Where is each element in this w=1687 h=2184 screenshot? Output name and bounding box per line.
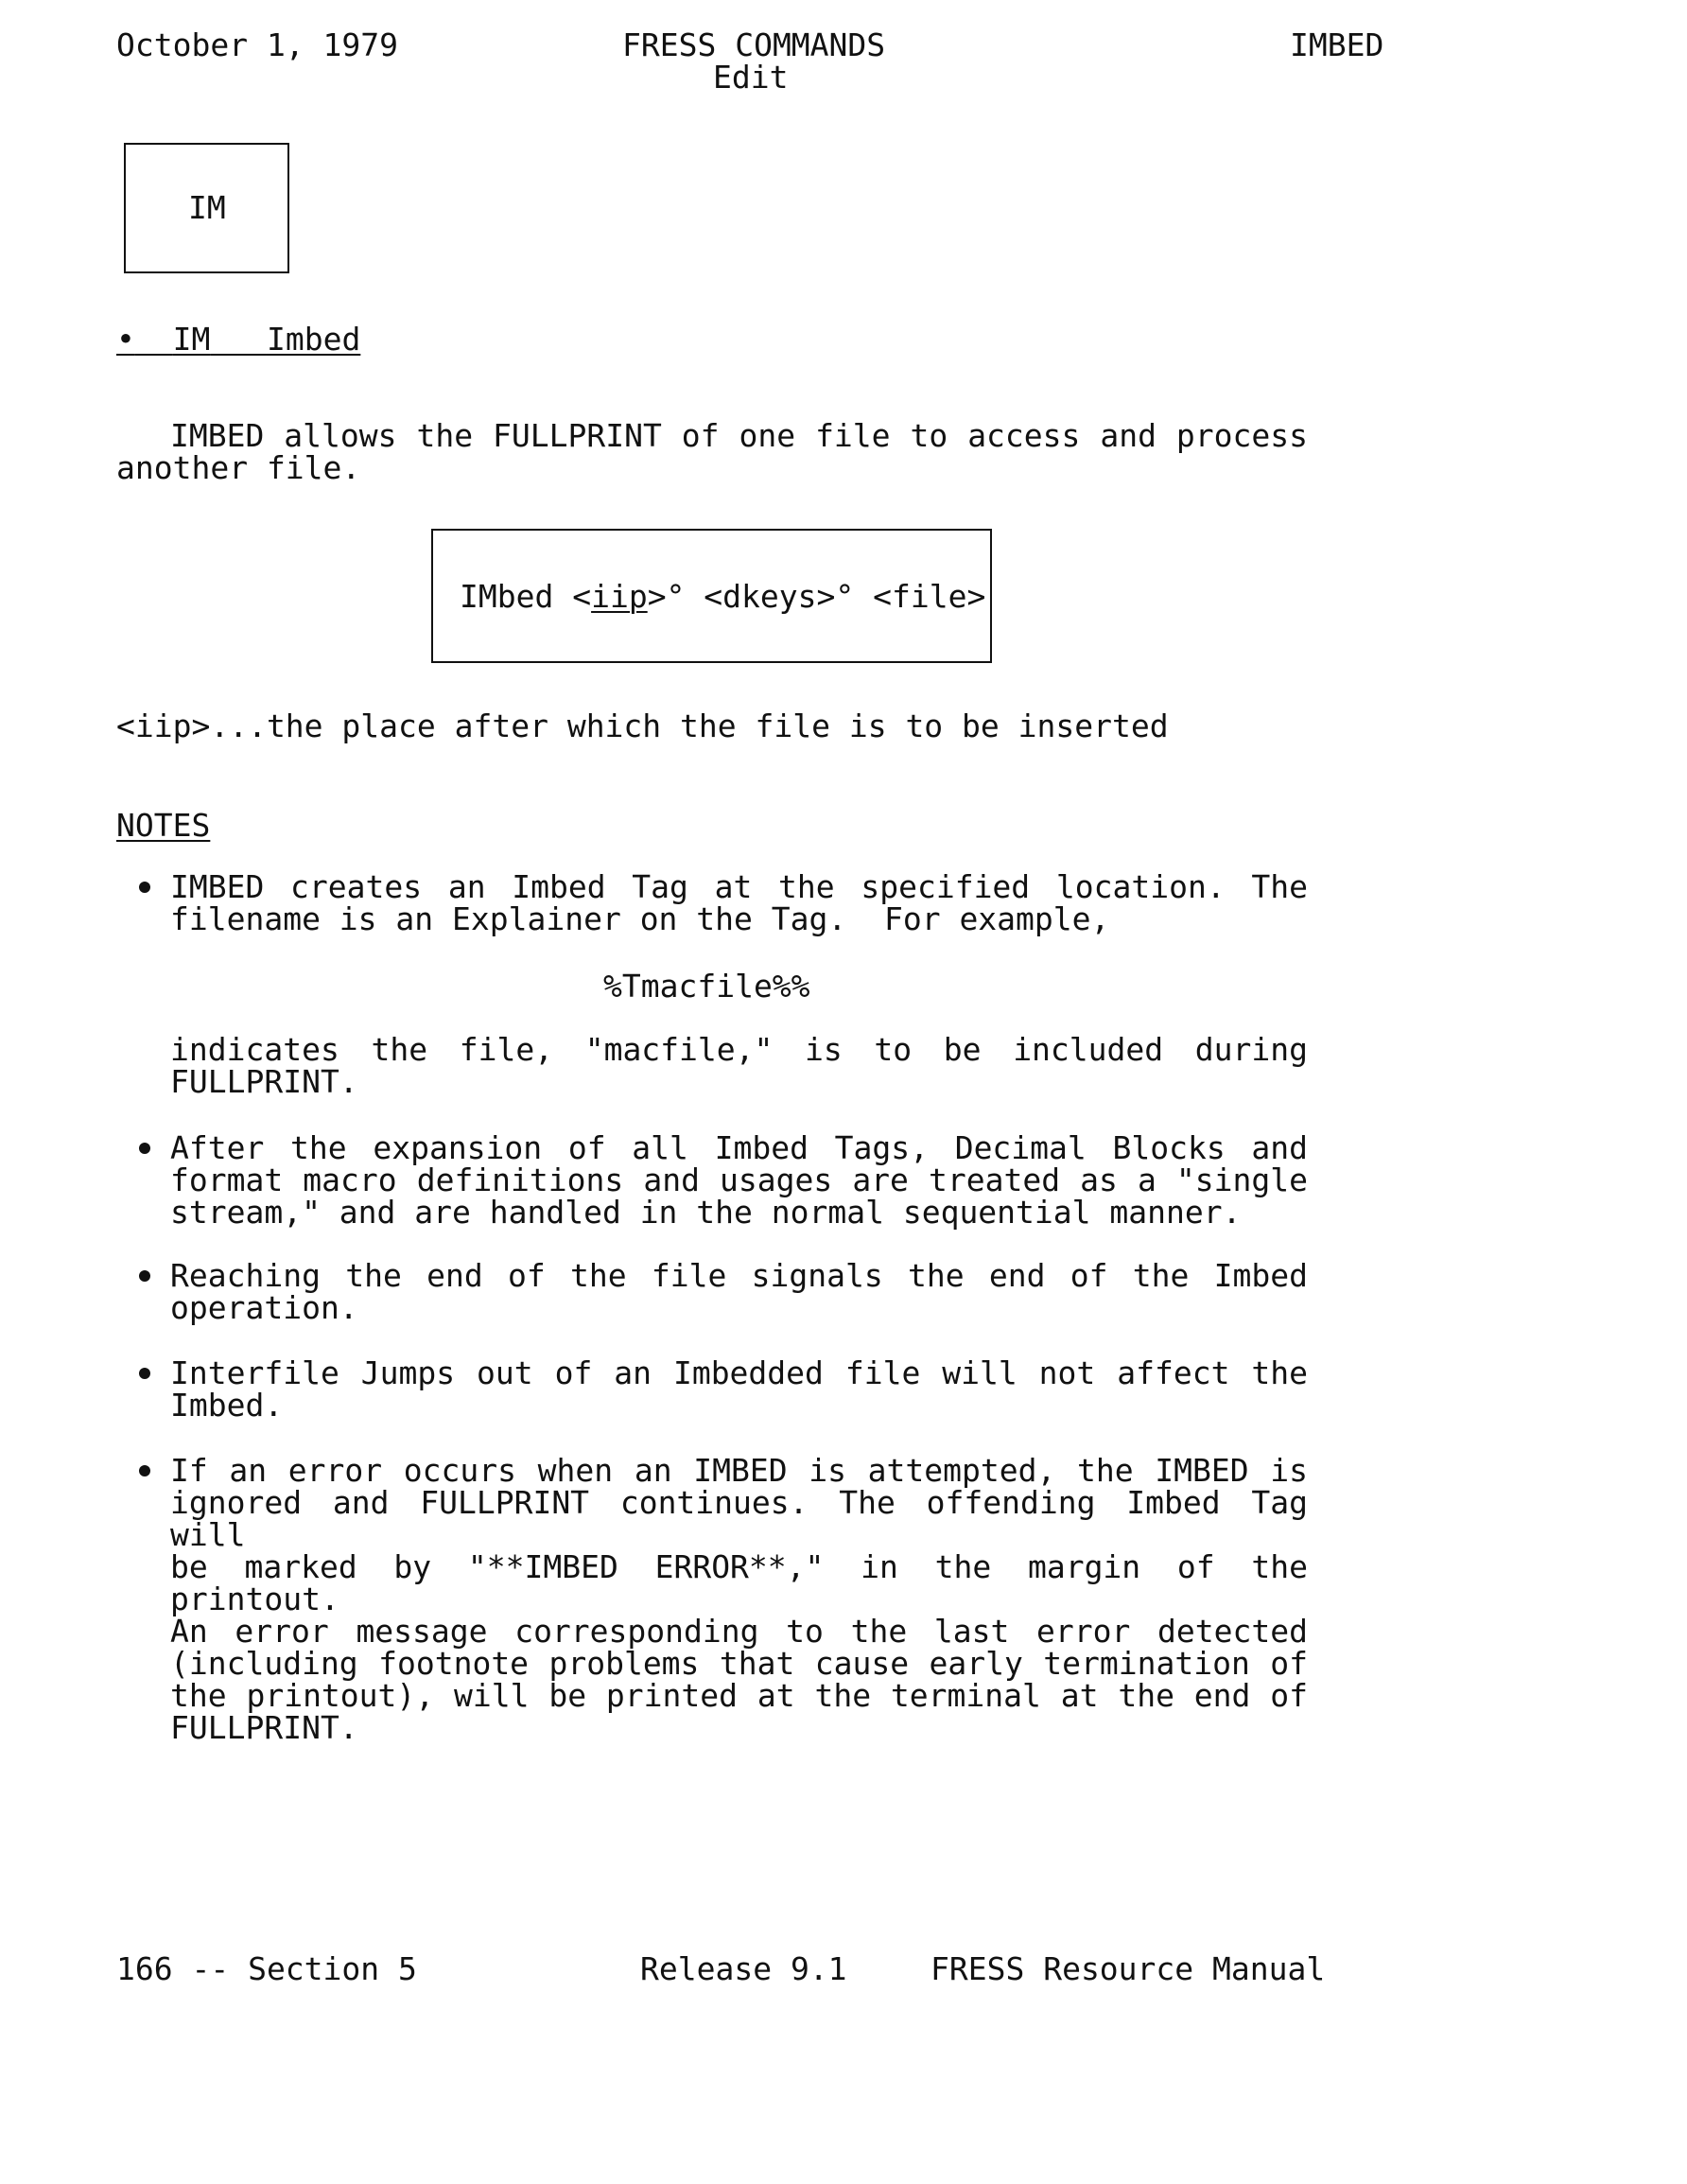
note-1-cont-line-2: FULLPRINT. [170,1063,358,1100]
note-2 [170,1129,1308,1231]
intro-line-2: another file. [116,449,361,486]
section-heading-abbr: IM [172,321,211,358]
note-5-line-2: ignored and FULLPRINT continues. The offending Imbed Tag will [170,1484,1308,1553]
footer-page: 166 -- Section 5 [116,1950,417,1987]
intro-paragraph [116,417,1308,486]
intro-line-1: IMBED allows the FULLPRINT of one file to access and process [170,417,1308,454]
note-1-line-2: filename is an Explainer on the Tag. For example, [170,900,1110,937]
note-bullet [139,1143,150,1154]
header-title: FRESS COMMANDS [622,26,886,63]
note-bullet [139,1465,150,1476]
note-4-line-2: Imbed. [170,1387,284,1424]
note-1-example: %Tmacfile%% [603,968,810,1005]
note-5-line-1: If an error occurs when an IMBED is attempted, the IMBED is [170,1452,1308,1489]
note-2-line-3: stream," and are handled in the normal sequential manner. [170,1194,1242,1231]
header-command: IMBED [1290,26,1384,63]
header-subtitle: Edit [713,59,789,96]
command-abbr-label: IM [188,189,226,226]
note-5-line-3: be marked by "**IMBED ERROR**," in the margin of the printout. [170,1548,1308,1617]
note-5-line-5: (including footnote problems that cause early termination of [170,1645,1308,1682]
section-heading-name: Imbed [266,321,361,358]
footer-manual: FRESS Resource Manual [930,1950,1326,1987]
section-heading-bullet: • [116,321,135,358]
syntax-suffix: >° <dkeys>° <file> [647,578,986,615]
note-3-line-1: Reaching the end of the file signals the end of the Imbed [170,1257,1308,1294]
syntax-line [460,578,986,615]
note-bullet [139,1270,150,1282]
note-2-line-2: format macro definitions and usages are treated as a "single [170,1162,1308,1198]
note-1-line-1: IMBED creates an Imbed Tag at the specified location. The [170,868,1308,905]
note-5-line-6: the printout), will be printed at the terminal at the end of [170,1677,1308,1714]
footer-release: Release 9.1 [640,1950,847,1987]
note-1-cont-line-1: indicates the file, "macfile," is to be included during [170,1031,1308,1068]
note-4 [170,1354,1308,1424]
note-3 [170,1257,1308,1326]
note-5 [170,1452,1308,1746]
note-4-line-1: Interfile Jumps out of an Imbedded file will not affect the [170,1354,1308,1391]
section-heading [116,323,360,356]
note-1-continuation [170,1031,1308,1100]
note-bullet [139,1368,150,1379]
notes-heading: NOTES [116,807,211,844]
note-2-line-1: After the expansion of all Imbed Tags, Decimal Blocks and [170,1129,1308,1166]
syntax-iip: iip [591,578,648,615]
syntax-prefix: IMbed < [460,578,592,615]
header-date: October 1, 1979 [116,26,399,63]
note-1 [170,868,1308,937]
note-3-line-2: operation. [170,1289,358,1326]
note-5-line-4: An error message corresponding to the last error detected [170,1613,1308,1650]
note-5-line-7: FULLPRINT. [170,1709,358,1746]
operand-description: <iip>...the place after which the file is to be inserted [116,708,1169,744]
note-bullet [139,882,150,893]
